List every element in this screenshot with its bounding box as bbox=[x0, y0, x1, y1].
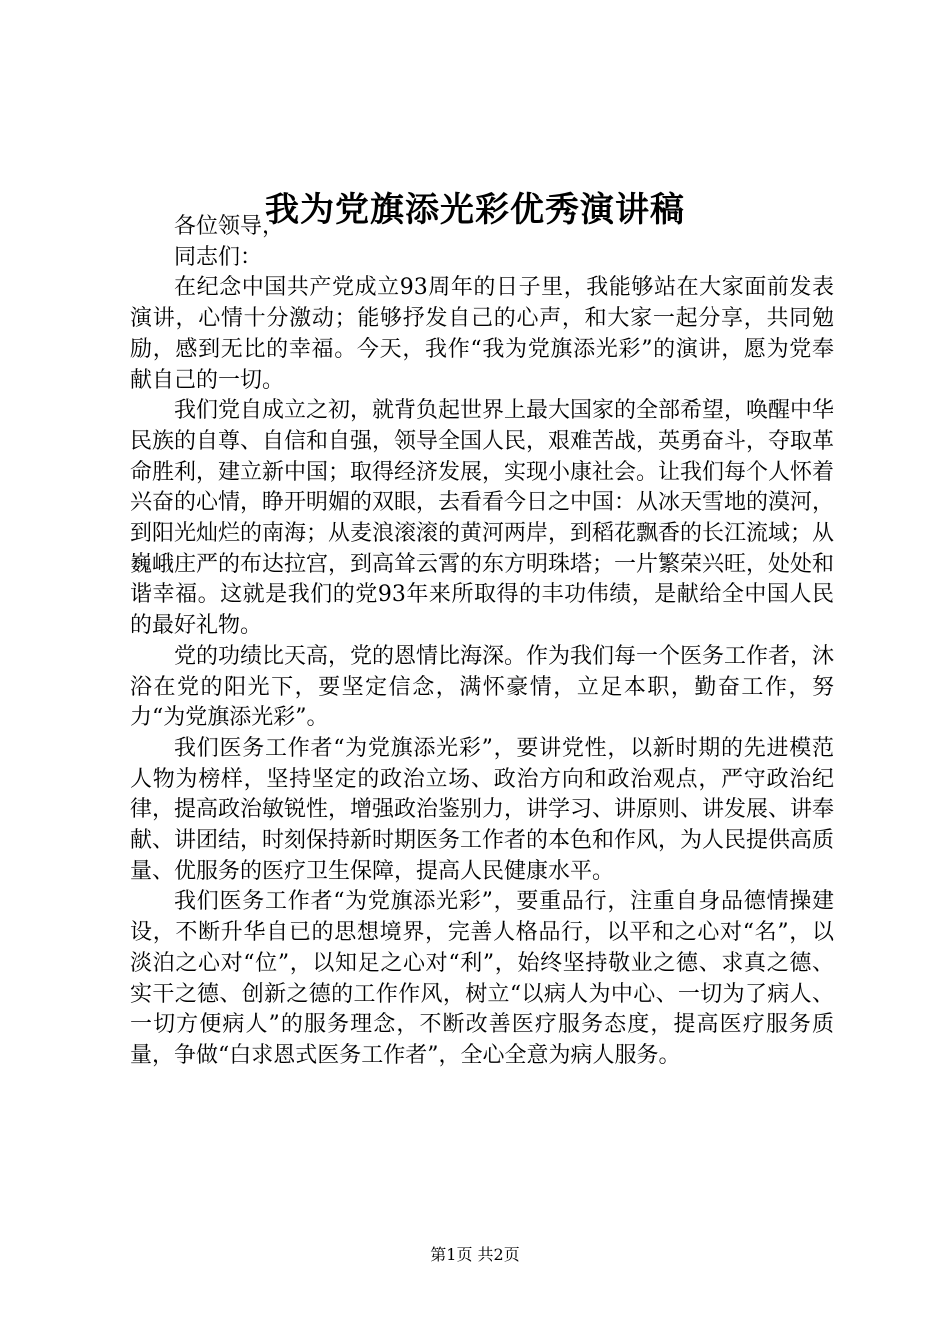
paragraph-2: 我们党自成立之初，就背负起世界上最大国家的全部希望，唤醒中华民族的自尊、自信和自强，领导全国人民，艰难苦战，英勇奋斗，夺取革命胜利，建立新中国；取得经济发展，实现小康社会。让我们每个人怀着兴奋的心情，睁开明媚的双眼，去看看今日之中国：从冰天雪地的漠河，到阳光灿烂的南海；从麦浪滚滚的黄河两岸，到稻花飘香的长江流域；从巍峨庄严的布达拉宫，到高耸云霄的东方明珠塔；一片繁荣兴旺，处处和谐幸福。这就是我们的党93年来所取得的丰功伟绩，是献给全中国人民的最好礼物。 bbox=[130, 398, 835, 639]
salutation-comrades: 同志们： bbox=[174, 244, 263, 270]
document-title: 我为党旗添光彩优秀演讲稿 bbox=[265, 190, 685, 230]
page-number-footer: 第1页 共2页 bbox=[430, 1245, 520, 1264]
paragraph-4: 我们医务工作者“为党旗添光彩”，要讲党性，以新时期的先进模范人物为榜样，坚持坚定的政治立场、政治方向和政治观点，严守政治纪律，提高政治敏锐性，增强政治鉴别力，讲学习、讲原则、讲发展、讲奉献、讲团结，时刻保持新时期医务工作者的本色和作风，为人民提供高质量、优服务的医疗卫生保障，提高人民健康水平。 bbox=[130, 735, 835, 884]
paragraph-3: 党的功绩比天高，党的恩情比海深。作为我们每一个医务工作者，沐浴在党的阳光下，要坚定信念，满怀豪情，立足本职，勤奋工作，努力“为党旗添光彩”。 bbox=[130, 643, 835, 731]
paragraph-5: 我们医务工作者“为党旗添光彩”，要重品行，注重自身品德情操建设，不断升华自已的思想境界，完善人格品行，以平和之心对“名”，以淡泊之心对“位”，以知足之心对“利”，始终坚持敬业之德、求真之德、实干之德、创新之德的工作作风，树立“以病人为中心、一切为了病人、一切方便病人”的服务理念，不断改善医疗服务态度，提高医疗服务质量，争做“白求恩式医务工作者”，全心全意为病人服务。 bbox=[130, 889, 834, 1068]
salutation-leaders: 各位领导， bbox=[174, 214, 285, 239]
paragraph-1: 在纪念中国共产党成立93周年的日子里，我能够站在大家面前发表演讲，心情十分激动；能够抒发自己的心声，和大家一起分享，共同勉励，感到无比的幸福。今天，我作“我为党旗添光彩”的演讲，愿为党奉献自己的一切。 bbox=[130, 275, 834, 393]
document-body bbox=[130, 212, 834, 1072]
